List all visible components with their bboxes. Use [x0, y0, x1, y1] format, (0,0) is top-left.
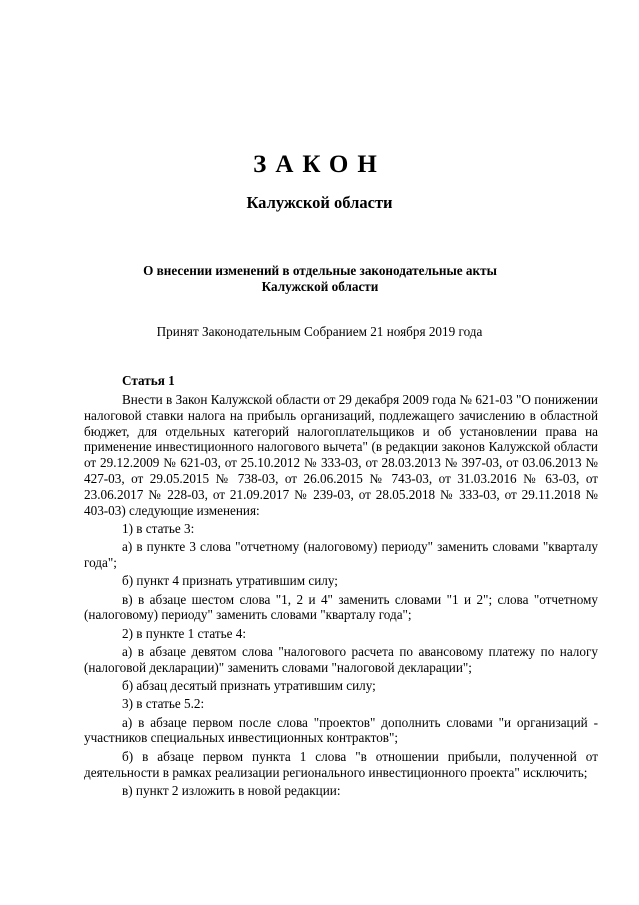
- paragraph-item-3a: а) в абзаце первом после слова "проектов" дополнить словами "и организаций - участников специальных инвестиционных контрактов";: [84, 714, 598, 746]
- paragraph-item-3c: в) пункт 2 изложить в новой редакции:: [122, 782, 341, 798]
- paragraph-item-3b: б) в абзаце первом пункта 1 слова "в отношении прибыли, полученной от деятельности в рамках реализации регионального инвестиционного проекта" исключить;: [84, 748, 598, 780]
- paragraph-item-2: 2) в пункте 1 статье 4:: [122, 625, 247, 641]
- paragraph-item-1b: б) пункт 4 признать утратившим силу;: [122, 573, 338, 589]
- law-subject-line-1: О внесении изменений в отдельные законодательные акты: [143, 263, 497, 278]
- law-title: ЗАКОН: [253, 151, 386, 178]
- paragraph-item-2b: б) абзац десятый признать утратившим силу;: [122, 678, 376, 694]
- paragraph-item-1c: в) в абзаце шестом слова "1, 2 и 4" заменить словами "1 и 2"; слова "отчетному (налоговому) периоду" заменить словами "кварталу года";: [84, 591, 598, 623]
- document-body: [84, 392, 598, 799]
- adoption-statement: Принят Законодательным Собранием 21 ноября 2019 года: [156, 324, 483, 339]
- paragraph-intro: Внести в Закон Калужской области от 29 декабря 2009 года № 621-03 "О понижении налоговой ставки налога на прибыль организаций, подлежащего зачислению в областной бюджет, для отдельных категорий налогоплательщиков и об установлении права на применение инвестиционного налогового вычета" (в редакции законов Калужской области от 29.12.2009 № 621-03, от 25.10.2012 № 333-03, от 28.03.2013 № 397-03, от 03.06.2013 № 427-03, от 29.05.2015 № 738-03, от 26.06.2015 № 743-03, от 31.03.2016 № 63-03, от 23.06.2017 № 228-03, от 21.09.2017 № 239-03, от 28.05.2018 № 333-03, от 29.11.2018 № 403-03) следующие изменения:: [84, 392, 598, 518]
- paragraph-item-2a: а) в абзаце девятом слова "налогового расчета по авансовому платежу по налогу (налоговой декларации)" заменить словами "налоговой декларации";: [84, 643, 598, 675]
- law-subject: [80, 263, 560, 295]
- law-subject-line-2: Калужской области: [261, 279, 379, 294]
- paragraph-item-3: 3) в статье 5.2:: [122, 696, 205, 712]
- region-name: Калужской области: [246, 193, 393, 212]
- article-heading: Статья 1: [122, 373, 175, 388]
- paragraph-item-1a: а) в пункте 3 слова "отчетному (налоговому) периоду" заменить словами "кварталу года";: [84, 539, 598, 570]
- paragraph-item-1: 1) в статье 3:: [122, 520, 195, 536]
